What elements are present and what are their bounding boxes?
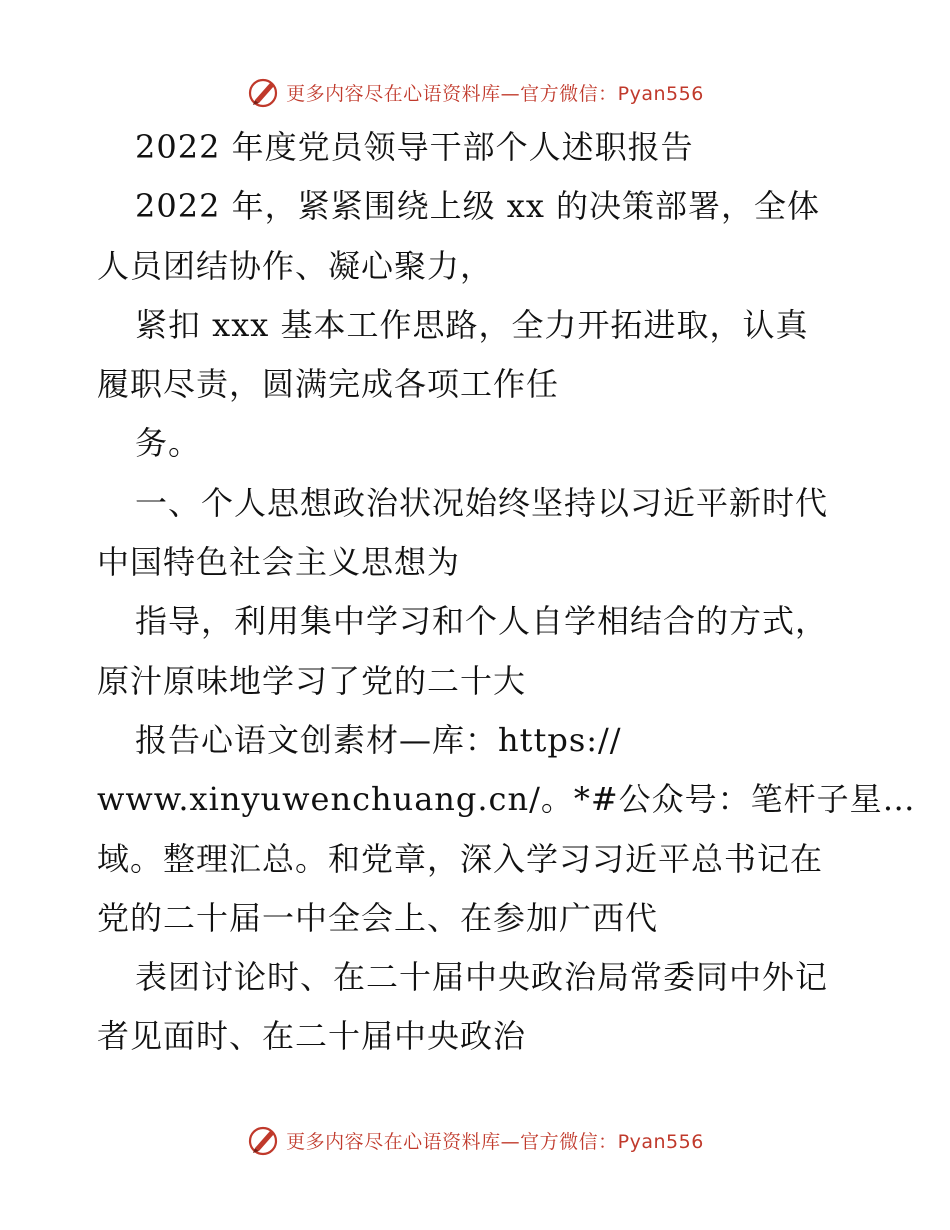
text-line: 人员团结协作、凝心聚力， (97, 246, 494, 285)
text-line: 2022 年度党员领导干部个人述职报告 (135, 128, 694, 166)
banner-inner (246, 75, 704, 109)
banner-inner (246, 1123, 704, 1157)
text-line: 者见面时、在二十届中央政治 (97, 1017, 527, 1056)
document-body (97, 118, 916, 1067)
text-line: www.xinyuwenchuang.cn/。*#公众号：笔杆子星… (97, 780, 916, 819)
text-line: 履职尽责，圆满完成各项工作任 (97, 365, 560, 404)
banner-text: 更多内容尽在心语资料库—官方微信：Pyan556 (286, 82, 704, 105)
text-line: 党的二十届一中全会上、在参加广西代 (97, 898, 659, 937)
footer-watermark-banner (0, 1120, 950, 1160)
text-line: 表团讨论时、在二十届中央政治局常委同中外记 (135, 958, 829, 997)
header-watermark-banner (0, 72, 950, 112)
pen-logo-icon (246, 75, 282, 109)
text-line: 指导，利用集中学习和个人自学相结合的方式， (135, 602, 829, 641)
text-line: 域。整理汇总。和党章，深入学习习近平总书记在 (97, 839, 824, 878)
text-line: 原汁原味地学习了党的二十大 (97, 661, 527, 700)
text-line: 中国特色社会主义思想为 (97, 543, 461, 582)
text-line: 2022 年，紧紧围绕上级 xx 的决策部署，全体 (135, 187, 821, 226)
text-line: 务。 (135, 424, 202, 463)
text-line: 紧扣 xxx 基本工作思路，全力开拓进取，认真 (135, 305, 809, 344)
text-line: 一、个人思想政治状况始终坚持以习近平新时代 (135, 483, 829, 522)
text-line: 报告心语文创素材—库：https:// (135, 720, 622, 759)
pen-logo-icon (246, 1123, 282, 1157)
banner-text: 更多内容尽在心语资料库—官方微信：Pyan556 (286, 1130, 704, 1153)
